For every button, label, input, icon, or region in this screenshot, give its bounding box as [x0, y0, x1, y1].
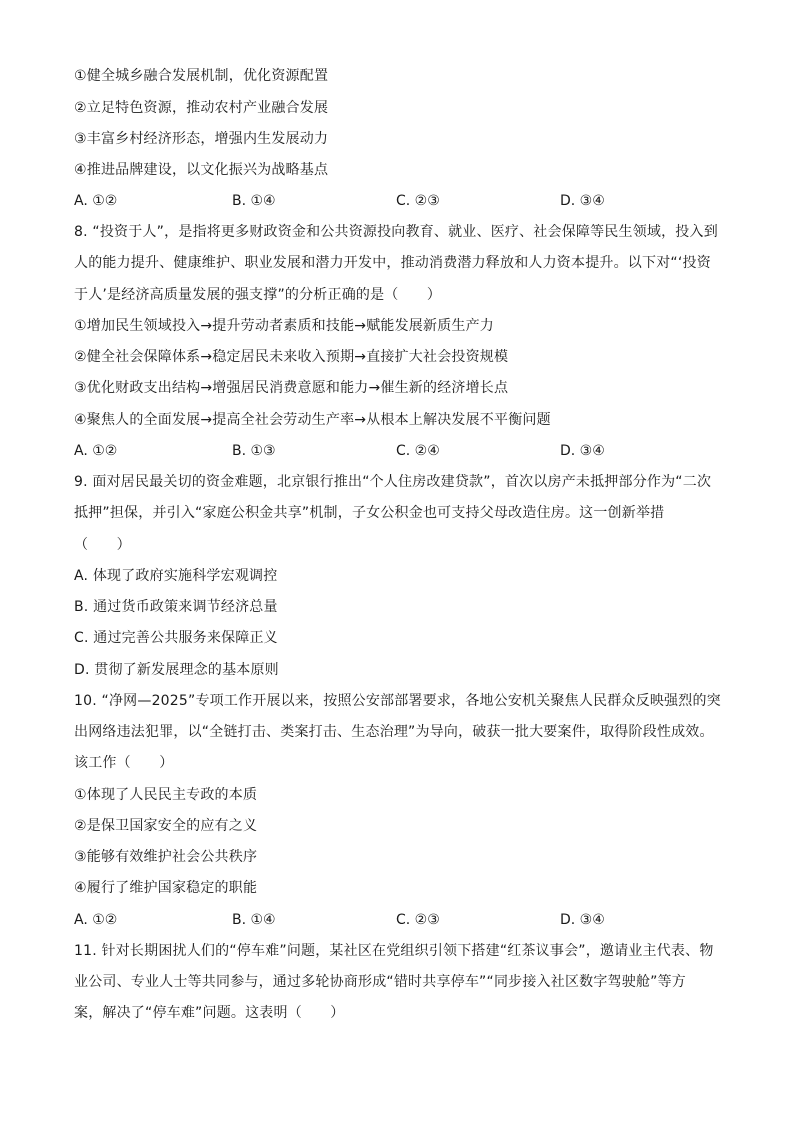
q7-option-a[interactable]: A. ①②	[74, 193, 118, 209]
q10-option-a[interactable]: A. ①②	[74, 912, 118, 928]
q9-option-c[interactable]: C. 通过完善公共服务来保障正义	[74, 630, 278, 646]
q11-stem-line-2: 业公司、专业人士等共同参与，通过多轮协商形成“错时共享停车”“同步接入社区数字驾驶舱”等方	[74, 974, 687, 990]
q10-item-2: ②是保卫国家安全的应有之义	[74, 818, 258, 834]
q10-option-c[interactable]: C. ②③	[396, 912, 440, 928]
q8-stem-line-1: 8. “投资于人”，是指将更多财政资金和公共资源投向教育、就业、医疗、社会保障等民生领域，投入到	[74, 224, 718, 240]
q8-option-d[interactable]: D. ③④	[560, 443, 605, 459]
q10-item-3: ③能够有效维护社会公共秩序	[74, 849, 258, 865]
q10-stem-line-2: 出网络违法犯罪，以“全链打击、类案打击、生态治理”为导向，破获一批大要案件，取得阶段性成效。	[74, 724, 714, 740]
q8-item-3: ③优化财政支出结构→增强居民消费意愿和能力→催生新的经济增长点	[74, 380, 509, 396]
q8-option-b[interactable]: B. ①③	[232, 443, 276, 459]
q7-item-3: ③丰富乡村经济形态，增强内生发展动力	[74, 131, 329, 147]
q8-item-2: ②健全社会保障体系→稳定居民未来收入预期→直接扩大社会投资规模	[74, 349, 509, 365]
q11-stem-line-3: 案，解决了“停车难”问题。这表明（ ）	[74, 1005, 345, 1021]
q8-stem-line-3: 于人’是经济高质量发展的强支撑”的分析正确的是（ ）	[74, 287, 442, 303]
q9-stem-line-2: 抵押”担保，并引入“家庭公积金共享”机制，子女公积金也可支持父母改造住房。这一创新举措	[74, 505, 665, 521]
q9-stem-line-1: 9. 面对居民最关切的资金难题，北京银行推出“个人住房改建贷款”，首次以房产未抵押部分作为“二次	[74, 474, 712, 490]
q10-option-d[interactable]: D. ③④	[560, 912, 605, 928]
q8-option-c[interactable]: C. ②④	[396, 443, 440, 459]
q10-item-1: ①体现了人民民主专政的本质	[74, 787, 258, 803]
q7-option-c[interactable]: C. ②③	[396, 193, 440, 209]
q11-stem-line-1: 11. 针对长期困扰人们的“停车难”问题，某社区在党组织引领下搭建“红茶议事会”，邀请业主代表、物	[74, 943, 714, 959]
q9-option-a[interactable]: A. 体现了政府实施科学宏观调控	[74, 568, 278, 584]
q8-item-1: ①增加民生领域投入→提升劳动者素质和技能→赋能发展新质生产力	[74, 318, 495, 334]
q9-option-d[interactable]: D. 贯彻了新发展理念的基本原则	[74, 662, 279, 678]
q7-option-d[interactable]: D. ③④	[560, 193, 605, 209]
q9-option-b[interactable]: B. 通过货币政策来调节经济总量	[74, 599, 278, 615]
q10-stem-line-1: 10. “净网—2025”专项工作开展以来，按照公安部部署要求，各地公安机关聚焦人民群众反映强烈的突	[74, 693, 721, 709]
q8-stem-line-2: 人的能力提升、健康维护、职业发展和潜力开发中，推动消费潜力释放和人力资本提升。以下对“‘投资	[74, 255, 711, 271]
q8-item-4: ④聚焦人的全面发展→提高全社会劳动生产率→从根本上解决发展不平衡问题	[74, 412, 551, 428]
q9-stem-line-3: （ ）	[74, 537, 131, 553]
q7-item-2: ②立足特色资源，推动农村产业融合发展	[74, 100, 329, 116]
q10-item-4: ④履行了维护国家稳定的职能	[74, 880, 258, 896]
q10-option-b[interactable]: B. ①④	[232, 912, 276, 928]
q8-option-a[interactable]: A. ①②	[74, 443, 118, 459]
q7-item-4: ④推进品牌建设，以文化振兴为战略基点	[74, 162, 329, 178]
q7-option-b[interactable]: B. ①④	[232, 193, 276, 209]
q10-stem-line-3: 该工作（ ）	[74, 755, 174, 771]
q7-item-1: ①健全城乡融合发展机制，优化资源配置	[74, 68, 329, 84]
